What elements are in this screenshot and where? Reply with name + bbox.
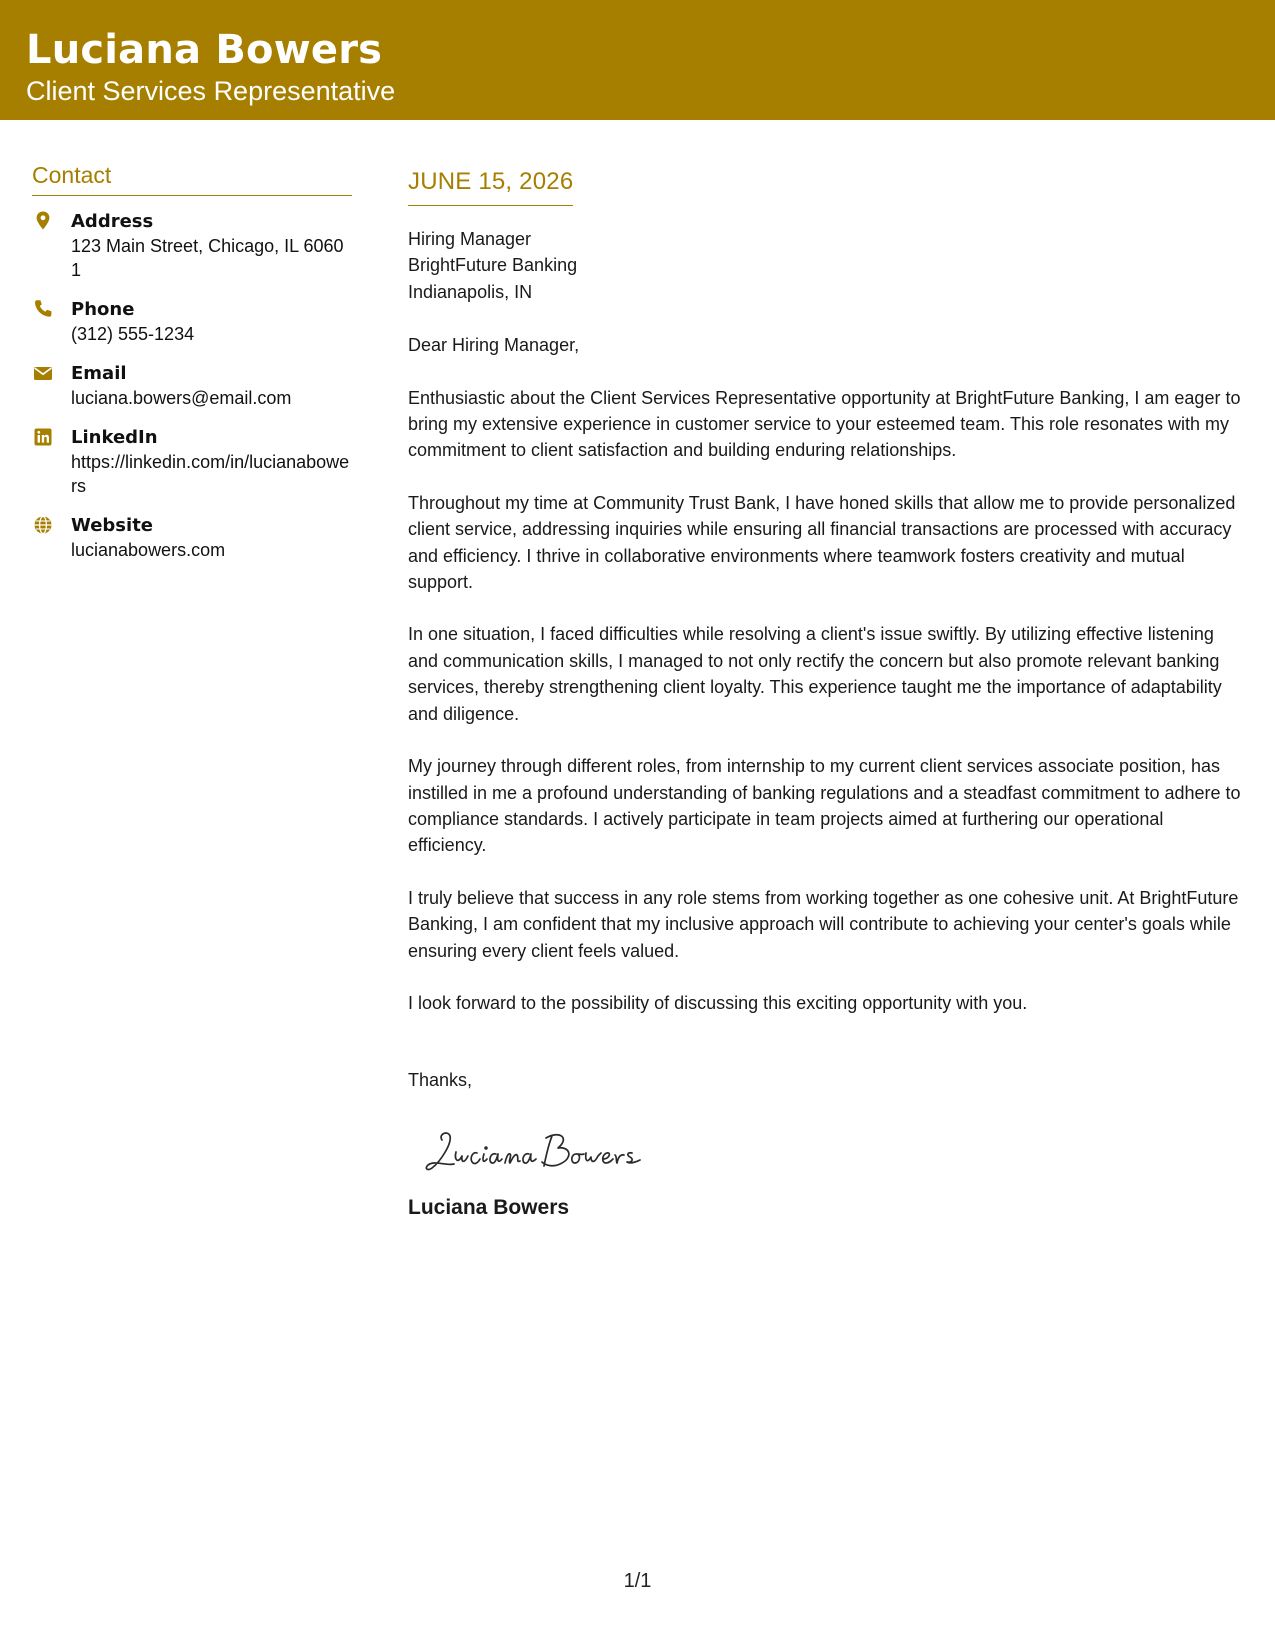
contact-heading: Contact xyxy=(32,160,352,196)
address-label: Address xyxy=(71,211,154,232)
letter-paragraph: I look forward to the possibility of discussing this exciting opportunity with you. xyxy=(408,992,1028,1013)
website-value[interactable]: lucianabowers.com xyxy=(71,540,226,560)
linkedin-value[interactable]: https://linkedin.com/in/lucianabowers xyxy=(71,452,350,496)
candidate-name: Luciana Bowers xyxy=(26,27,383,73)
contact-address xyxy=(32,210,352,282)
website-label: Website xyxy=(71,515,154,536)
signer-name: Luciana Bowers xyxy=(408,1195,570,1219)
phone-label: Phone xyxy=(71,299,135,320)
envelope-icon xyxy=(32,362,54,384)
recipient-line: BrightFuture Banking xyxy=(408,255,578,276)
map-pin-icon xyxy=(32,210,54,232)
contact-linkedin xyxy=(32,426,352,498)
address-value: 123 Main Street, Chicago, IL 60601 xyxy=(71,236,344,280)
date-block xyxy=(408,165,573,206)
candidate-title: Client Services Representative xyxy=(26,76,396,106)
contact-email xyxy=(32,362,352,410)
letter-date: JUNE 15, 2026 xyxy=(408,168,574,195)
contact-sidebar xyxy=(32,160,352,578)
header-banner xyxy=(0,0,1275,120)
recipient-block xyxy=(408,226,1243,305)
page-indicator: 1/1 xyxy=(623,1570,652,1592)
email-value: luciana.bowers@email.com xyxy=(71,388,292,408)
closing: Thanks, xyxy=(408,1070,473,1091)
contact-website xyxy=(32,514,352,562)
letter-paragraph: In one situation, I faced difficulties while resolving a client's issue swiftly. By utilizing effective listening and communication skills, I managed to not only rectify the concern but also promote relevant banking services, thereby strengthening client loyalty. This experience taught me the importance of adaptability and diligence. xyxy=(408,624,1222,724)
phone-value: (312) 555-1234 xyxy=(71,324,195,344)
handwritten-signature xyxy=(420,1122,1243,1182)
letter-paragraph: Throughout my time at Community Trust Bank, I have honed skills that allow me to provide personalized client service, addressing inquiries while ensuring all financial transactions are processed with accuracy and efficiency. I thrive in collaborative environments where teamwork fosters creativity and mutual support. xyxy=(408,492,1236,593)
linkedin-icon xyxy=(32,426,54,448)
globe-icon xyxy=(32,514,54,536)
email-label: Email xyxy=(71,363,127,384)
salutation: Dear Hiring Manager, xyxy=(408,335,580,356)
letter-paragraph: I truly believe that success in any role stems from working together as one cohesive unit. At BrightFuture Banking, I am confident that my inclusive approach will contribute to achieving your center's goals while ensuring every client feels valued. xyxy=(408,887,1239,961)
recipient-line: Hiring Manager xyxy=(408,229,532,249)
recipient-line: Indianapolis, IN xyxy=(408,281,533,302)
letter-paragraph: Enthusiastic about the Client Services Representative opportunity at BrightFuture Banking, I am eager to bring my extensive experience in customer service to your esteemed team. This role resonates with my commitment to client satisfaction and building enduring relationships. xyxy=(408,387,1241,461)
letter-body xyxy=(408,165,1243,1222)
contact-phone xyxy=(32,298,352,346)
letter-paragraph: My journey through different roles, from internship to my current client services associate position, has instilled in me a profound understanding of banking regulations and a steadfast commitment to adhere to compliance standards. I actively participate in team projects aimed at furthering our operational efficiency. xyxy=(408,756,1241,856)
linkedin-label: LinkedIn xyxy=(71,427,158,448)
phone-icon xyxy=(32,298,54,320)
